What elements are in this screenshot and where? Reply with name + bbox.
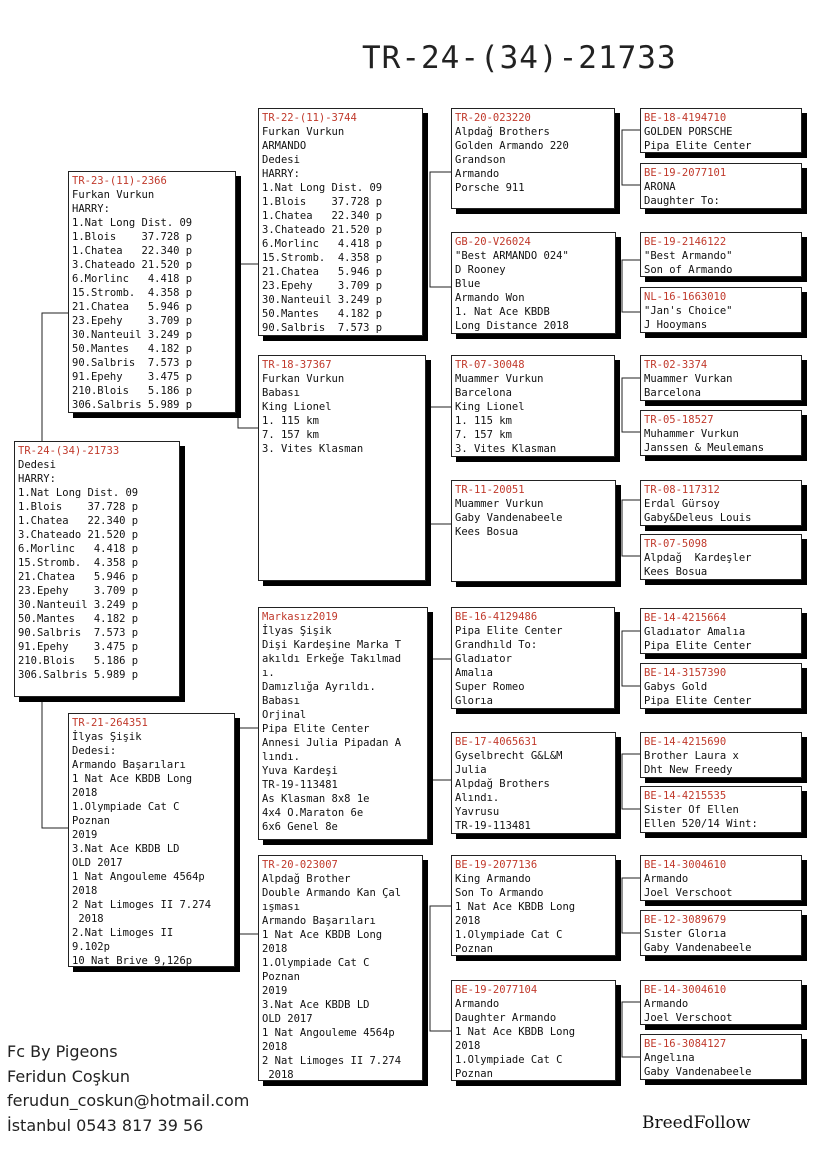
ring-number: BE-14-4215690 [644,736,727,748]
pedigree-card-g6 [640,410,802,456]
pedigree-line: Janssen & Meulemans [644,442,765,454]
pedigree-line: Gladıator [455,653,512,665]
pedigree-line: Son of Armando [644,264,733,276]
pedigree-line: 9.102p [72,941,110,953]
pedigree-line: 210.Blois 5.186 p [18,655,139,667]
pedigree-line: Golden Armando 220 [455,140,569,152]
pedigree-card-g7 [640,480,802,526]
pedigree-line: Alpdağ Kardeşler [644,552,752,564]
pedigree-line: 6.Morlinc 4.418 p [18,543,139,555]
pedigree-line: 6.Morlinc 4.418 p [72,273,193,285]
pedigree-card-subject [14,441,180,697]
ring-number: BE-14-3004610 [644,859,727,871]
pedigree-line: 3.Chateado 21.520 p [18,529,139,541]
ring-number: TR-20-023220 [455,112,531,124]
pedigree-line: 30.Nanteuil 3.249 p [262,294,383,306]
pedigree-line: Orjinal [262,709,307,721]
ring-number: TR-24-(34)-21733 [18,445,120,457]
pedigree-line: Kees Bosua [455,526,519,538]
pedigree-line: J Hooymans [644,319,708,331]
pedigree-line: Alpdağ Brothers [455,778,550,790]
pedigree-line: ARONA [644,181,676,193]
pedigree-line: Dedesi [262,154,300,166]
pedigree-line: Kees Bosua [644,566,708,578]
pedigree-line: Brother Laura x [644,750,739,762]
pedigree-line: 1.Blois 37.728 p [18,501,139,513]
pedigree-line: akıldı Erkeğe Takılmad [262,653,402,665]
pedigree-line: Gladıator Amalıa [644,626,746,638]
pedigree-line: 7. 157 km [455,429,512,441]
pedigree-line: 1 Nat Ace KBDB Long [72,773,193,785]
ring-number: NL-16-1663010 [644,291,727,303]
pedigree-line: Pipa Elite Center [644,140,752,152]
pedigree-line: Gabys Gold [644,681,708,693]
pedigree-line: 1. 115 km [262,415,319,427]
pedigree-line: 1 Nat Ace KBDB Long [262,929,383,941]
brand-logo-text: BreedFollow [642,1113,751,1133]
pedigree-line: 2018 [262,1041,288,1053]
ring-number: TR-23-(11)-2366 [72,175,167,187]
pedigree-card-g15 [640,980,802,1025]
pedigree-line: Furkan Vurkun [262,373,345,385]
pedigree-line: 90.Salbris 7.573 p [72,357,193,369]
breeder-name: Feridun Coşkun [7,1066,131,1086]
pedigree-line: 2018 [455,915,481,927]
pedigree-line: 23.Epehy 3.709 p [72,315,193,327]
pedigree-line: 306.Salbris 5.989 p [18,669,139,681]
pedigree-line: ışması [262,901,300,913]
pedigree-line: 50.Mantes 4.182 p [72,343,193,355]
pedigree-card-g10 [640,663,802,709]
pedigree-line: TR-19-113481 [455,820,531,832]
pedigree-line: D Rooney [455,264,506,276]
pedigree-line: 1 Nat Ace KBDB Long [455,1026,576,1038]
pedigree-line: Damızlığa Ayrıldı. [262,681,376,693]
pedigree-line: Furkan Vurkun [262,126,345,138]
pedigree-line: 2 Nat Limoges II 7.274 [72,899,212,911]
pedigree-line: 3.Chateado 21.520 p [262,224,383,236]
ring-number: TR-18-37367 [262,359,332,371]
pedigree-line: Muammer Vurkun [455,498,544,510]
pedigree-card-ssd [451,232,616,334]
pedigree-line: 3.Nat Ace KBDB LD [72,843,180,855]
pedigree-line: ı. [262,667,275,679]
pedigree-line: "Jan's Choice" [644,305,733,317]
ring-number: BE-14-4215664 [644,612,727,624]
pedigree-card-g9 [640,608,802,654]
pedigree-card-g2 [640,163,802,209]
pedigree-line: Gaby Vandenabeele [644,942,752,954]
pedigree-line: Armando Won [455,292,525,304]
ring-number: BE-16-3084127 [644,1038,727,1050]
pedigree-line: Babası [262,387,300,399]
pedigree-card-sss [451,108,615,209]
pedigree-line: 6x6 Genel 8e [262,821,338,833]
pedigree-line: 15.Stromb. 4.358 p [262,252,383,264]
pedigree-card-sire-dam [258,355,426,581]
breeder-contact [7,1040,249,1138]
pedigree-line: Gaby Vandenabeele [644,1066,752,1078]
pedigree-line: Pipa Elite Center [455,625,563,637]
pedigree-line: Armando [644,998,689,1010]
pedigree-line: HARRY: [262,168,300,180]
pedigree-line: Alpdağ Brother [262,873,351,885]
ring-number: BE-17-4065631 [455,736,538,748]
pedigree-card-g12 [640,786,802,833]
pedigree-line: 1.Nat Long Dist. 09 [262,182,383,194]
ring-number: TR-07-5098 [644,538,708,550]
pedigree-line: 2018 [262,1069,294,1081]
pedigree-line: Barcelona [644,387,701,399]
pedigree-line: 91.Epehy 3.475 p [18,641,139,653]
pedigree-card-g13 [640,855,802,901]
pedigree-card-g1 [640,108,802,153]
pedigree-line: 1.Chatea 22.340 p [262,210,383,222]
pedigree-line: 21.Chatea 5.946 p [262,266,383,278]
ring-number: TR-05-18527 [644,414,714,426]
pedigree-line: 4x4 O.Maraton 6e [262,807,364,819]
pedigree-line: Poznan [455,943,493,955]
pedigree-line: 1 Nat Angouleme 4564p [262,1027,395,1039]
ring-number: BE-16-4129486 [455,611,538,623]
pedigree-line: 3. Vites Klasman [262,443,364,455]
ring-number: Markasız2019 [262,611,338,623]
ring-number: TR-20-023007 [262,859,338,871]
pedigree-line: 30.Nanteuil 3.249 p [72,329,193,341]
pedigree-line: 1.Nat Long Dist. 09 [18,487,139,499]
pedigree-line: Julia [455,764,487,776]
pedigree-line: Erdal Gürsoy [644,498,720,510]
pedigree-line: 1. 115 km [455,415,512,427]
pedigree-line: Dişi Kardeşine Marka T [262,639,402,651]
pedigree-card-dam [68,713,235,967]
pedigree-line: lındı. [262,751,300,763]
pedigree-line: Daughter To: [644,195,720,207]
pedigree-line: 21.Chatea 5.946 p [72,301,193,313]
pedigree-line: Gyselbrecht G&L&M [455,750,563,762]
pedigree-line: Yavrusu [455,806,500,818]
pedigree-line: 306.Salbris 5.989 p [72,399,193,411]
pedigree-line: Barcelona [455,387,512,399]
pedigree-card-sire [68,171,236,413]
pedigree-line: Armando Başarıları [262,915,376,927]
pedigree-line: 1.Nat Long Dist. 09 [72,217,193,229]
pedigree-card-g4 [640,287,802,333]
ring-number: BE-19-2146122 [644,236,727,248]
pedigree-line: Armando Başarıları [72,759,186,771]
pedigree-line: 1 Nat Angouleme 4564p [72,871,205,883]
pedigree-line: OLD 2017 [262,1013,313,1025]
pedigree-line: 90.Salbris 7.573 p [18,627,139,639]
pedigree-line: Dedesi: [72,745,117,757]
pedigree-card-sdd [451,480,616,582]
pedigree-line: Yuva Kardeşi [262,765,338,777]
pedigree-line: Daughter Armando [455,1012,557,1024]
pedigree-line: Son To Armando [455,887,544,899]
pedigree-line: Dedesi [18,459,56,471]
pedigree-line: Gaby&Deleus Louis [644,512,752,524]
ring-number: BE-18-4194710 [644,112,727,124]
ring-number: TR-08-117312 [644,484,720,496]
pedigree-line: Angelına [644,1052,695,1064]
pedigree-line: 50.Mantes 4.182 p [262,308,383,320]
pedigree-line: İlyas Şişik [262,625,332,637]
ring-number: BE-12-3089679 [644,914,727,926]
pedigree-line: Joel Verschoot [644,1012,733,1024]
pedigree-line: Annesi Julia Pipadan A [262,737,402,749]
pedigree-line: Sister Of Ellen [644,804,739,816]
pedigree-line: Alındı. [455,792,500,804]
pedigree-title: TR-24-(34)-21733 [362,40,677,76]
pedigree-line: King Lionel [262,401,332,413]
pedigree-line: Pipa Elite Center [644,695,752,707]
pedigree-line: 2.Nat Limoges II [72,927,174,939]
pedigree-card-sds [451,355,615,457]
pedigree-line: Amalıa [455,667,493,679]
ring-number: TR-07-30048 [455,359,525,371]
pedigree-line: Super Romeo [455,681,525,693]
pedigree-line: Poznan [72,815,110,827]
pedigree-card-g5 [640,355,802,401]
pedigree-card-g8 [640,534,802,580]
pedigree-line: 10 Nat Brive 9,126p [72,955,193,967]
pedigree-line: OLD 2017 [72,857,123,869]
pedigree-line: Armando [455,998,500,1010]
ring-number: BE-19-2077101 [644,167,727,179]
pedigree-card-dsd [451,732,616,834]
breeder-phone: İstanbul 0543 817 39 56 [7,1115,204,1135]
pedigree-line: King Lionel [455,401,525,413]
pedigree-line: As Klasman 8x8 1e [262,793,370,805]
pedigree-line: Sıster Glorıa [644,928,727,940]
pedigree-line: 91.Epehy 3.475 p [72,371,193,383]
pedigree-line: 2018 [72,885,98,897]
pedigree-line: GOLDEN PORSCHE [644,126,733,138]
pedigree-line: Joel Verschoot [644,887,733,899]
pedigree-line: HARRY: [72,203,110,215]
ring-number: TR-22-(11)-3744 [262,112,357,124]
pedigree-line: Muammer Vurkun [455,373,544,385]
pedigree-line: 1 Nat Ace KBDB Long [455,901,576,913]
ring-number: BE-14-3004610 [644,984,727,996]
pedigree-line: Blue [455,278,481,290]
pedigree-line: 1.Blois 37.728 p [72,231,193,243]
pedigree-line: "Best Armando" [644,250,733,262]
pedigree-line: 1.Olympiade Cat C [72,801,180,813]
pedigree-line: ARMANDO [262,140,307,152]
pedigree-card-dam-dam [258,855,423,1081]
pedigree-line: 90.Salbris 7.573 p [262,322,383,334]
pedigree-line: 7. 157 km [262,429,319,441]
pedigree-line: 50.Mantes 4.182 p [18,613,139,625]
pedigree-line: 1.Olympiade Cat C [455,1054,563,1066]
pedigree-line: Alpdağ Brothers [455,126,550,138]
pedigree-card-dss [451,607,615,709]
pedigree-line: 6.Morlinc 4.418 p [262,238,383,250]
pedigree-line: Poznan [455,1068,493,1080]
pedigree-line: 3.Chateado 21.520 p [72,259,193,271]
ring-number: BE-14-3157390 [644,667,727,679]
pedigree-line: King Armando [455,873,531,885]
pedigree-line: 30.Nanteuil 3.249 p [18,599,139,611]
pedigree-line: Pipa Elite Center [262,723,370,735]
pedigree-line: 23.Epehy 3.709 p [18,585,139,597]
pedigree-line: Ellen 520/14 Wint: [644,818,758,830]
pedigree-line: 3.Nat Ace KBDB LD [262,999,370,1011]
ring-number: BE-19-2077104 [455,984,538,996]
pedigree-line: 1.Olympiade Cat C [262,957,370,969]
pedigree-line: Grandhıld To: [455,639,538,651]
pedigree-line: Double Armando Kan Çal [262,887,402,899]
pedigree-line: Porsche 911 [455,182,525,194]
pedigree-line: İlyas Şişik [72,731,142,743]
pedigree-line: Armando [455,168,500,180]
pedigree-line: 2018 [72,913,104,925]
pedigree-line: Furkan Vurkun [72,189,155,201]
pedigree-line: 1. Nat Ace KBDB [455,306,550,318]
breeder-loft-name: Fc By Pigeons [7,1042,118,1061]
pedigree-line: Long Distance 2018 [455,320,569,332]
pedigree-line: Muammer Vurkan [644,373,733,385]
pedigree-line: 210.Blois 5.186 p [72,385,193,397]
pedigree-card-g11 [640,732,802,778]
pedigree-line: 3. Vites Klasman [455,443,557,455]
pedigree-card-dds [451,855,616,956]
pedigree-line: 1.Olympiade Cat C [455,929,563,941]
pedigree-card-ddd [451,980,616,1081]
pedigree-line: 15.Stromb. 4.358 p [72,287,193,299]
pedigree-line: 2018 [262,943,288,955]
pedigree-line: Grandson [455,154,506,166]
pedigree-line: 1.Blois 37.728 p [262,196,383,208]
pedigree-line: 1.Chatea 22.340 p [18,515,139,527]
ring-number: BE-14-4215535 [644,790,727,802]
pedigree-card-g14 [640,910,802,956]
pedigree-line: Glorıa [455,695,493,707]
ring-number: TR-11-20051 [455,484,525,496]
ring-number: TR-02-3374 [644,359,708,371]
pedigree-line: HARRY: [18,473,56,485]
pedigree-line: 15.Stromb. 4.358 p [18,557,139,569]
pedigree-line: Gaby Vandenabeele [455,512,563,524]
pedigree-line: TR-19-113481 [262,779,338,791]
pedigree-line: 21.Chatea 5.946 p [18,571,139,583]
pedigree-line: "Best ARMANDO 024" [455,250,569,262]
pedigree-line: 2 Nat Limoges II 7.274 [262,1055,402,1067]
breeder-email: ferudun_coskun@hotmail.com [7,1091,250,1110]
pedigree-card-g16 [640,1034,802,1080]
pedigree-line: 2018 [455,1040,481,1052]
pedigree-line: 1.Chatea 22.340 p [72,245,193,257]
pedigree-line: Babası [262,695,300,707]
pedigree-line: 2019 [262,985,288,997]
ring-number: GB-20-V26024 [455,236,531,248]
pedigree-card-g3 [640,232,802,277]
ring-number: BE-19-2077136 [455,859,538,871]
pedigree-line: 23.Epehy 3.709 p [262,280,383,292]
pedigree-line: Poznan [262,971,300,983]
pedigree-card-dam-sire [258,607,428,840]
pedigree-line: Pipa Elite Center [644,640,752,652]
pedigree-line: Muhammer Vurkun [644,428,739,440]
ring-number: TR-21-264351 [72,717,148,729]
pedigree-line: 2018 [72,787,98,799]
pedigree-line: Armando [644,873,689,885]
pedigree-line: Dht New Freedy [644,764,733,776]
pedigree-line: 2019 [72,829,98,841]
pedigree-card-sire-sire [258,108,423,336]
